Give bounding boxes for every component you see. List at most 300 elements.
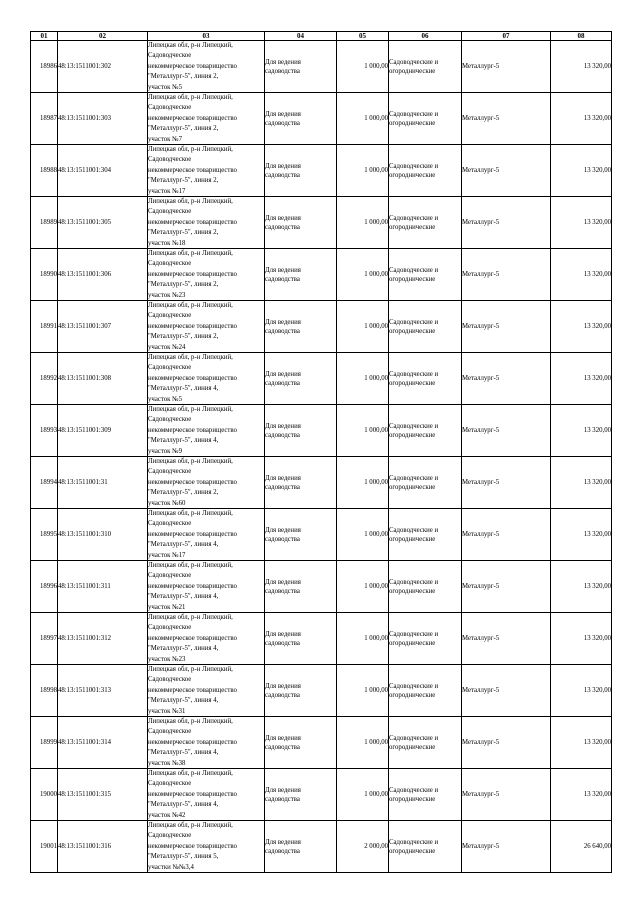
area-value: 1 000,00 [364, 115, 388, 122]
row-number: 18989 [40, 219, 57, 226]
land-category-line: огороднические [389, 327, 436, 335]
area-cell [337, 405, 389, 457]
row-number: 18995 [40, 531, 57, 538]
area-cell [337, 353, 389, 405]
land-category-cell [389, 821, 462, 873]
area-value: 1 000,00 [364, 791, 388, 798]
address-line: участки №№3,4 [148, 863, 194, 871]
address-line: некоммерческое товарищество [148, 686, 237, 694]
area-value: 1 000,00 [364, 583, 388, 590]
address-cell [148, 353, 265, 405]
row-number-cell [31, 145, 58, 197]
cadastral-value-cell [551, 249, 612, 301]
cadastral-number: 48:13:1511001:302 [58, 63, 111, 70]
land-category-line: огороднические [389, 483, 436, 491]
row-number-cell [31, 821, 58, 873]
row-number-cell [31, 301, 58, 353]
address-cell [148, 665, 265, 717]
cadastral-value: 13 320,00 [583, 271, 611, 278]
cadastral-number: 48:13:1511001:314 [58, 739, 111, 746]
address-cell [148, 405, 265, 457]
permitted-use-line: садоводства [265, 223, 300, 231]
land-category-line: огороднические [389, 795, 436, 803]
cadastral-value: 13 320,00 [583, 791, 611, 798]
location-cell [462, 145, 551, 197]
permitted-use-line: Для ведения [265, 370, 301, 378]
land-category-line: Садоводческие и [389, 838, 439, 846]
area-cell [337, 41, 389, 93]
land-category-line: Садоводческие и [389, 266, 439, 274]
cadastral-number: 48:13:1511001:308 [58, 375, 111, 382]
cadastral-number: 48:13:1511001:304 [58, 167, 111, 174]
address-cell [148, 145, 265, 197]
location-cell [462, 509, 551, 561]
cadastral-value-cell [551, 717, 612, 769]
row-number: 18996 [40, 583, 57, 590]
location-name: Металлург-5 [462, 479, 500, 486]
land-category-cell [389, 457, 462, 509]
row-number: 19000 [40, 791, 57, 798]
address-line: некоммерческое товарищество [148, 166, 237, 174]
permitted-use-line: садоводства [265, 275, 300, 283]
cadastral-number-cell [58, 301, 148, 353]
cadastral-value: 13 320,00 [583, 531, 611, 538]
land-category-cell [389, 405, 462, 457]
area-value: 2 000,00 [364, 843, 388, 850]
table-row [31, 353, 612, 405]
address-cell [148, 769, 265, 821]
cadastral-value: 13 320,00 [583, 479, 611, 486]
address-line: Садоводческое [148, 156, 192, 164]
land-category-line: Садоводческие и [389, 682, 439, 690]
permitted-use-line: Для ведения [265, 318, 301, 326]
column-header: 03 [148, 32, 265, 41]
cadastral-number: 48:13:1511001:311 [58, 583, 111, 590]
land-category-cell [389, 249, 462, 301]
address-cell [148, 561, 265, 613]
address-line: некоммерческое товарищество [148, 634, 237, 642]
row-number: 18987 [40, 115, 57, 122]
permitted-use-line: Для ведения [265, 838, 301, 846]
cadastral-value: 13 320,00 [583, 63, 611, 70]
land-category-line: огороднические [389, 431, 436, 439]
area-value: 1 000,00 [364, 323, 388, 330]
address-line: "Металлург-5", линия 2, [148, 73, 219, 81]
permitted-use-line: Для ведения [265, 110, 301, 118]
table-body [31, 41, 612, 873]
address-line: Липецкая обл, р-н Липецкий, [148, 770, 233, 777]
land-category-line: Садоводческие и [389, 786, 439, 794]
location-name: Металлург-5 [462, 531, 500, 538]
permitted-use-cell [265, 561, 337, 613]
address-line: Липецкая обл, р-н Липецкий, [148, 510, 233, 517]
cadastral-number: 48:13:1511001:310 [58, 531, 111, 538]
permitted-use-line: садоводства [265, 847, 300, 855]
location-name: Металлург-5 [462, 219, 500, 226]
cadastral-number: 48:13:1511001:309 [58, 427, 111, 434]
address-line: участок №60 [148, 499, 186, 507]
address-line: Липецкая обл, р-н Липецкий, [148, 250, 233, 257]
address-line: "Металлург-5", линия 4, [148, 385, 219, 393]
row-number: 18990 [40, 271, 57, 278]
row-number: 18991 [40, 323, 57, 330]
address-cell [148, 509, 265, 561]
address-line: некоммерческое товарищество [148, 478, 237, 486]
address-line: некоммерческое товарищество [148, 62, 237, 70]
address-line: Садоводческое [148, 676, 192, 684]
permitted-use-cell [265, 41, 337, 93]
address-line: Садоводческое [148, 468, 192, 476]
address-cell [148, 197, 265, 249]
cadastral-value-cell [551, 769, 612, 821]
column-header: 02 [58, 32, 148, 41]
permitted-use-line: садоводства [265, 795, 300, 803]
column-header: 01 [31, 32, 58, 41]
area-cell [337, 561, 389, 613]
cadastral-number-cell [58, 197, 148, 249]
address-line: Липецкая обл, р-н Липецкий, [148, 198, 233, 205]
land-category-line: огороднические [389, 847, 436, 855]
address-line: Липецкая обл, р-н Липецкий, [148, 614, 233, 621]
row-number-cell [31, 457, 58, 509]
address-line: участок №24 [148, 343, 186, 351]
address-line: Садоводческое [148, 520, 192, 528]
area-cell [337, 717, 389, 769]
address-line: "Металлург-5", линия 2, [148, 489, 219, 497]
area-cell [337, 249, 389, 301]
land-category-cell [389, 145, 462, 197]
cadastral-number-cell [58, 93, 148, 145]
address-line: Липецкая обл, р-н Липецкий, [148, 302, 233, 309]
row-number: 18993 [40, 427, 57, 434]
land-category-line: огороднические [389, 639, 436, 647]
land-category-cell [389, 509, 462, 561]
location-cell [462, 821, 551, 873]
table-row [31, 561, 612, 613]
table-row [31, 41, 612, 93]
cadastral-number-cell [58, 41, 148, 93]
permitted-use-line: Для ведения [265, 578, 301, 586]
cadastral-number-cell [58, 353, 148, 405]
table-row [31, 93, 612, 145]
area-cell [337, 821, 389, 873]
address-line: участок №5 [148, 83, 183, 91]
land-category-line: Садоводческие и [389, 162, 439, 170]
permitted-use-cell [265, 665, 337, 717]
permitted-use-line: Для ведения [265, 214, 301, 222]
address-line: участок №18 [148, 239, 186, 247]
permitted-use-line: садоводства [265, 379, 300, 387]
address-cell [148, 41, 265, 93]
address-line: "Металлург-5", линия 2, [148, 229, 219, 237]
permitted-use-line: садоводства [265, 119, 300, 127]
land-category-line: огороднические [389, 171, 436, 179]
address-cell [148, 717, 265, 769]
cadastral-value-cell [551, 821, 612, 873]
permitted-use-line: садоводства [265, 67, 300, 75]
permitted-use-cell [265, 93, 337, 145]
cadastral-value-cell [551, 509, 612, 561]
permitted-use-line: Для ведения [265, 630, 301, 638]
permitted-use-cell [265, 197, 337, 249]
area-cell [337, 613, 389, 665]
area-value: 1 000,00 [364, 635, 388, 642]
area-value: 1 000,00 [364, 427, 388, 434]
area-value: 1 000,00 [364, 479, 388, 486]
column-header: 08 [551, 32, 612, 41]
cadastral-value: 13 320,00 [583, 219, 611, 226]
address-line: Садоводческое [148, 832, 192, 840]
permitted-use-line: Для ведения [265, 526, 301, 534]
address-cell [148, 93, 265, 145]
area-cell [337, 457, 389, 509]
land-parcels-table [30, 31, 612, 873]
cadastral-number-cell [58, 717, 148, 769]
cadastral-value: 13 320,00 [583, 635, 611, 642]
address-line: участок №31 [148, 707, 186, 715]
area-value: 1 000,00 [364, 167, 388, 174]
address-line: Садоводческое [148, 52, 192, 60]
row-number-cell [31, 405, 58, 457]
cadastral-value-cell [551, 197, 612, 249]
address-cell [148, 457, 265, 509]
permitted-use-cell [265, 509, 337, 561]
address-line: Липецкая обл, р-н Липецкий, [148, 562, 233, 569]
area-value: 1 000,00 [364, 375, 388, 382]
address-cell [148, 249, 265, 301]
address-line: Липецкая обл, р-н Липецкий, [148, 822, 233, 829]
table-row [31, 821, 612, 873]
address-line: "Металлург-5", линия 4, [148, 593, 219, 601]
location-name: Металлург-5 [462, 375, 500, 382]
row-number-cell [31, 249, 58, 301]
permitted-use-cell [265, 249, 337, 301]
area-cell [337, 301, 389, 353]
address-line: Липецкая обл, р-н Липецкий, [148, 458, 233, 465]
header-row [31, 32, 612, 41]
cadastral-value-cell [551, 301, 612, 353]
location-name: Металлург-5 [462, 167, 500, 174]
address-line: "Металлург-5", линия 5, [148, 853, 219, 861]
column-header: 06 [389, 32, 462, 41]
row-number-cell [31, 717, 58, 769]
location-cell [462, 301, 551, 353]
location-name: Металлург-5 [462, 323, 500, 330]
land-category-line: Садоводческие и [389, 370, 439, 378]
cadastral-number-cell [58, 769, 148, 821]
land-category-line: огороднические [389, 743, 436, 751]
table-row [31, 197, 612, 249]
land-category-cell [389, 561, 462, 613]
permitted-use-cell [265, 353, 337, 405]
permitted-use-line: садоводства [265, 639, 300, 647]
location-name: Металлург-5 [462, 739, 500, 746]
row-number: 18986 [40, 63, 57, 70]
permitted-use-cell [265, 821, 337, 873]
address-line: некоммерческое товарищество [148, 426, 237, 434]
land-category-line: огороднические [389, 587, 436, 595]
permitted-use-line: Для ведения [265, 786, 301, 794]
area-value: 1 000,00 [364, 739, 388, 746]
location-cell [462, 93, 551, 145]
address-line: "Металлург-5", линия 4, [148, 749, 219, 757]
cadastral-number: 48:13:1511001:316 [58, 843, 111, 850]
cadastral-value-cell [551, 665, 612, 717]
row-number-cell [31, 353, 58, 405]
row-number-cell [31, 509, 58, 561]
row-number-cell [31, 93, 58, 145]
address-line: "Металлург-5", линия 4, [148, 697, 219, 705]
cadastral-value-cell [551, 561, 612, 613]
address-line: участок №5 [148, 395, 183, 403]
row-number: 18988 [40, 167, 57, 174]
location-cell [462, 197, 551, 249]
row-number: 18992 [40, 375, 57, 382]
land-category-cell [389, 665, 462, 717]
permitted-use-cell [265, 301, 337, 353]
address-line: некоммерческое товарищество [148, 270, 237, 278]
table-row [31, 509, 612, 561]
permitted-use-line: Для ведения [265, 58, 301, 66]
row-number-cell [31, 613, 58, 665]
permitted-use-line: Для ведения [265, 474, 301, 482]
address-line: "Металлург-5", линия 4, [148, 645, 219, 653]
area-value: 1 000,00 [364, 531, 388, 538]
cadastral-number-cell [58, 457, 148, 509]
permitted-use-line: садоводства [265, 587, 300, 595]
table-row [31, 405, 612, 457]
land-category-line: Садоводческие и [389, 58, 439, 66]
area-value: 1 000,00 [364, 63, 388, 70]
land-category-cell [389, 41, 462, 93]
land-category-line: огороднические [389, 379, 436, 387]
permitted-use-cell [265, 405, 337, 457]
cadastral-value: 26 640,00 [583, 843, 611, 850]
permitted-use-line: садоводства [265, 483, 300, 491]
address-line: некоммерческое товарищество [148, 790, 237, 798]
row-number: 18999 [40, 739, 57, 746]
land-category-line: Садоводческие и [389, 526, 439, 534]
address-line: участок №7 [148, 135, 183, 143]
area-value: 1 000,00 [364, 219, 388, 226]
cadastral-number-cell [58, 665, 148, 717]
table-row [31, 769, 612, 821]
land-category-cell [389, 769, 462, 821]
address-line: участок №17 [148, 551, 186, 559]
location-name: Металлург-5 [462, 791, 500, 798]
row-number-cell [31, 665, 58, 717]
land-category-line: Садоводческие и [389, 578, 439, 586]
land-category-cell [389, 717, 462, 769]
land-category-line: огороднические [389, 691, 436, 699]
location-name: Металлург-5 [462, 63, 500, 70]
address-line: Липецкая обл, р-н Липецкий, [148, 666, 233, 673]
land-category-cell [389, 197, 462, 249]
cadastral-value: 13 320,00 [583, 739, 611, 746]
column-header: 05 [337, 32, 389, 41]
area-cell [337, 509, 389, 561]
cadastral-number: 48:13:1511001:312 [58, 635, 111, 642]
address-line: "Металлург-5", линия 4, [148, 437, 219, 445]
row-number: 19001 [40, 843, 57, 850]
cadastral-number-cell [58, 249, 148, 301]
land-category-line: Садоводческие и [389, 630, 439, 638]
cadastral-value: 13 320,00 [583, 583, 611, 590]
location-cell [462, 249, 551, 301]
location-name: Металлург-5 [462, 687, 500, 694]
location-name: Металлург-5 [462, 427, 500, 434]
address-cell [148, 613, 265, 665]
land-category-cell [389, 613, 462, 665]
address-line: Садоводческое [148, 208, 192, 216]
address-line: Липецкая обл, р-н Липецкий, [148, 718, 233, 725]
location-name: Металлург-5 [462, 271, 500, 278]
table-row [31, 717, 612, 769]
permitted-use-line: садоводства [265, 535, 300, 543]
address-line: Садоводческое [148, 104, 192, 112]
address-line: "Металлург-5", линия 2, [148, 125, 219, 133]
land-category-line: огороднические [389, 119, 436, 127]
address-line: Липецкая обл, р-н Липецкий, [148, 146, 233, 153]
land-category-line: огороднические [389, 275, 436, 283]
row-number-cell [31, 197, 58, 249]
land-category-line: Садоводческие и [389, 474, 439, 482]
permitted-use-cell [265, 145, 337, 197]
address-line: некоммерческое товарищество [148, 582, 237, 590]
location-cell [462, 717, 551, 769]
address-line: участок №23 [148, 655, 186, 663]
location-name: Металлург-5 [462, 115, 500, 122]
area-cell [337, 769, 389, 821]
table-row [31, 301, 612, 353]
permitted-use-cell [265, 457, 337, 509]
cadastral-value-cell [551, 405, 612, 457]
address-line: "Металлург-5", линия 4, [148, 801, 219, 809]
land-category-line: Садоводческие и [389, 422, 439, 430]
address-line: Садоводческое [148, 364, 192, 372]
row-number-cell [31, 769, 58, 821]
location-cell [462, 353, 551, 405]
permitted-use-line: садоводства [265, 691, 300, 699]
address-line: некоммерческое товарищество [148, 114, 237, 122]
address-line: "Металлург-5", линия 2, [148, 281, 219, 289]
cadastral-value-cell [551, 353, 612, 405]
cadastral-value-cell [551, 145, 612, 197]
address-line: участок №23 [148, 291, 186, 299]
location-cell [462, 41, 551, 93]
address-line: некоммерческое товарищество [148, 738, 237, 746]
area-value: 1 000,00 [364, 271, 388, 278]
location-name: Металлург-5 [462, 635, 500, 642]
permitted-use-line: Для ведения [265, 734, 301, 742]
land-category-cell [389, 353, 462, 405]
cadastral-value: 13 320,00 [583, 687, 611, 694]
area-cell [337, 197, 389, 249]
permitted-use-line: Для ведения [265, 162, 301, 170]
cadastral-value-cell [551, 93, 612, 145]
cadastral-value: 13 320,00 [583, 167, 611, 174]
column-header: 04 [265, 32, 337, 41]
permitted-use-cell [265, 613, 337, 665]
address-line: некоммерческое товарищество [148, 322, 237, 330]
cadastral-number: 48:13:1511001:315 [58, 791, 111, 798]
address-line: Садоводческое [148, 624, 192, 632]
permitted-use-cell [265, 769, 337, 821]
location-name: Металлург-5 [462, 843, 500, 850]
row-number: 18998 [40, 687, 57, 694]
table-row [31, 145, 612, 197]
cadastral-number: 48:13:1511001:306 [58, 271, 111, 278]
